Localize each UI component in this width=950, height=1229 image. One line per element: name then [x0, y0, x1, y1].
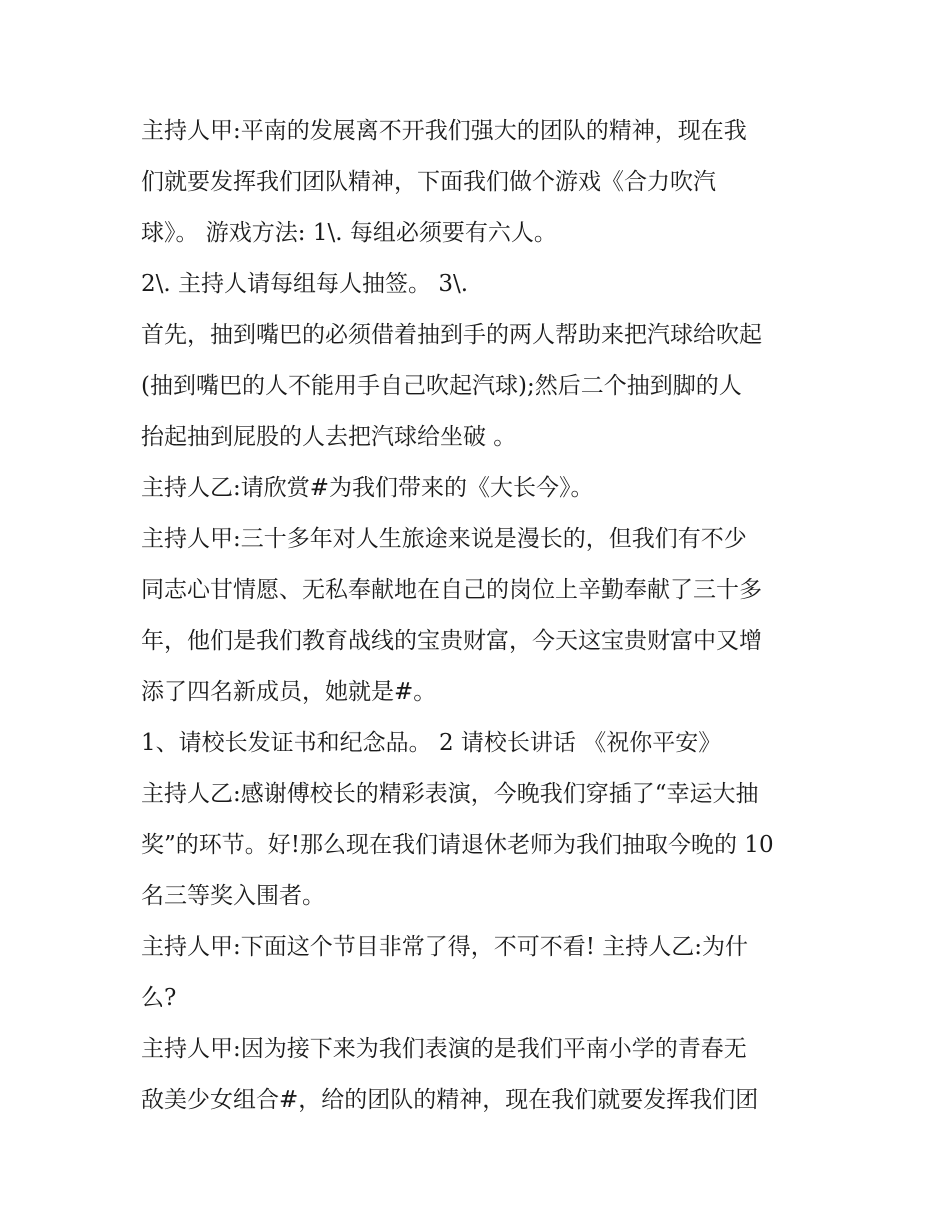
text-line: (抽到嘴巴的人不能用手自己吹起汽球);然后二个抽到脚的人 — [141, 373, 742, 399]
text-line: 主持人甲:三十多年对人生旅途来说是漫长的，但我们有不少 — [141, 526, 747, 552]
text-line: 主持人甲:下面这个节目非常了得，不可不看! 主持人乙:为什 — [141, 934, 749, 960]
text-line: 主持人乙:请欣赏#为我们带来的《大长今》。 — [141, 475, 594, 501]
text-line: 首先，抽到嘴巴的必须借着抽到手的两人帮助来把汽球给吹起 — [141, 322, 762, 348]
text-line: 年，他们是我们教育战线的宝贵财富，今天这宝贵财富中又增 — [141, 628, 762, 654]
text-line: 名三等奖入围者。 — [141, 883, 325, 909]
text-line: 球》。 游戏方法: 1\. 每组必须要有六人。 — [141, 220, 557, 246]
text-line: 敌美少女组合#，给的团队的精神，现在我们就要发挥我们团 — [141, 1087, 759, 1113]
text-line: 1、请校长发证书和纪念品。 2 请校长讲话 《祝你平安》 — [141, 730, 722, 756]
text-line: 抬起抽到屁股的人去把汽球给坐破 。 — [141, 424, 517, 450]
text-line: 主持人甲:因为接下来为我们表演的是我们平南小学的青春无 — [141, 1036, 747, 1062]
text-line: 添了四名新成员，她就是#。 — [141, 679, 437, 705]
text-line: 们就要发挥我们团队精神，下面我们做个游戏《合力吹汽 — [141, 169, 716, 195]
text-line: 2\. 主持人请每组每人抽签。 3\. — [141, 271, 469, 297]
text-line: 主持人甲:平南的发展离不开我们强大的团队的精神，现在我 — [141, 118, 747, 144]
text-line: 么? — [141, 985, 177, 1011]
text-line: 奖”的环节。好!那么现在我们请退休老师为我们抽取今晚的 10 — [141, 832, 774, 858]
text-line: 同志心甘情愿、无私奉献地在自己的岗位上辛勤奉献了三十多 — [141, 577, 762, 603]
text-line: 主持人乙:感谢傅校长的精彩表演，今晚我们穿插了“幸运大抽 — [141, 781, 759, 807]
document-body — [141, 106, 821, 1126]
